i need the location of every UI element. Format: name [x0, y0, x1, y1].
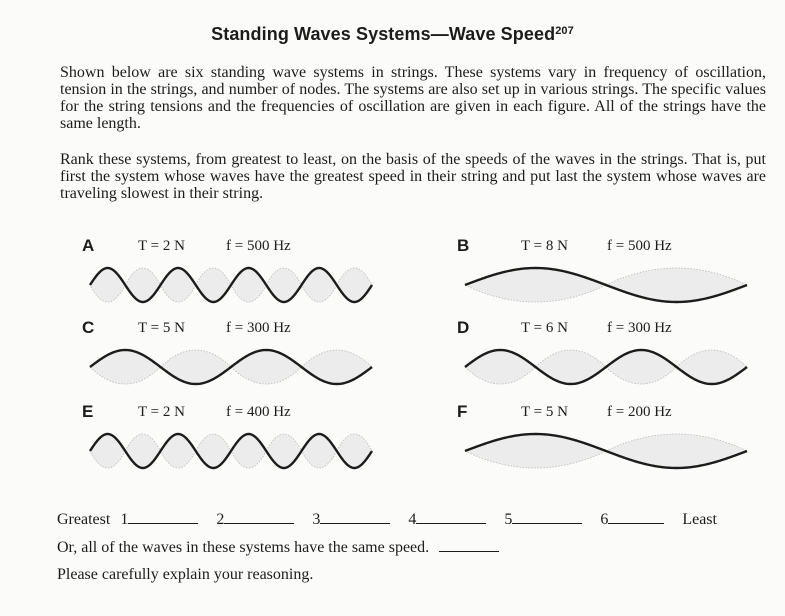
system-frequency: f = 200 Hz [607, 404, 672, 420]
system-a-panel [82, 236, 402, 316]
system-tension: T = 8 N [521, 238, 568, 254]
same-speed-blank[interactable] [439, 538, 499, 552]
same-speed-line [57, 538, 499, 557]
wave-envelope-lobe [90, 350, 161, 384]
wave-envelope-lobe [302, 268, 337, 302]
wave-envelope-lobe [465, 350, 536, 384]
system-tension: T = 2 N [138, 404, 185, 420]
wave-envelope-lobe [125, 434, 160, 468]
system-letter: D [457, 318, 470, 337]
system-b-panel [457, 236, 777, 316]
least-label: Least [682, 511, 717, 528]
rank-number: 6 [600, 511, 609, 528]
rank-blank[interactable] [224, 510, 294, 524]
system-letter: E [82, 402, 94, 421]
wave-envelope-lobe [196, 434, 231, 468]
wave-envelope-lobe [337, 434, 372, 468]
wave-envelope-lobe [266, 268, 301, 302]
system-c-panel [82, 318, 402, 398]
rank-blank[interactable] [512, 510, 582, 524]
wave-envelope-lobe [231, 350, 302, 384]
system-letter: F [457, 402, 468, 421]
system-frequency: f = 500 Hz [226, 238, 291, 254]
wave-envelope-lobe [606, 268, 747, 302]
system-frequency: f = 300 Hz [607, 320, 672, 336]
wave-envelope-lobe [266, 434, 301, 468]
explain-prompt: Please carefully explain your reasoning. [57, 566, 314, 583]
system-letter: A [82, 236, 95, 255]
wave-envelope-lobe [465, 268, 606, 302]
same-speed-text: Or, all of the waves in these systems have the same speed. [57, 539, 430, 556]
rank-blank[interactable] [416, 510, 486, 524]
system-tension: T = 2 N [138, 238, 185, 254]
ranking-answer-row [57, 510, 717, 529]
page-number: 207 [555, 25, 574, 37]
system-f-panel [457, 402, 777, 482]
standing-wave-diagram [82, 424, 382, 478]
rank-number: 2 [216, 511, 225, 528]
page-title [0, 24, 785, 45]
title-text: Standing Waves Systems—Wave Speed [211, 24, 556, 44]
greatest-label: Greatest [57, 511, 111, 528]
wave-envelope-lobe [677, 350, 748, 384]
standing-wave-diagram [457, 340, 757, 394]
wave-envelope-lobe [465, 434, 606, 468]
standing-wave-diagram [82, 258, 382, 312]
system-tension: T = 6 N [521, 320, 568, 336]
rank-blank[interactable] [608, 510, 664, 524]
system-frequency: f = 500 Hz [607, 238, 672, 254]
standing-wave-diagram [82, 340, 382, 394]
wave-envelope-lobe [125, 268, 160, 302]
wave-envelope-lobe [90, 268, 125, 302]
system-frequency: f = 400 Hz [226, 404, 291, 420]
system-tension: T = 5 N [521, 404, 568, 420]
intro-paragraph: Shown below are six standing wave systems in strings. These systems vary in frequency of oscillation, tension in the strings, and number of nodes. The systems are also set up in various strings. The specific values for the string tensions and the frequencies of oscillation are given in each figure. All of the strings have the same length. [60, 64, 766, 132]
system-e-panel [82, 402, 402, 482]
wave-envelope-lobe [161, 268, 196, 302]
wave-envelope-lobe [196, 268, 231, 302]
standing-wave-diagram [457, 258, 757, 312]
standing-wave-diagram [457, 424, 757, 478]
system-letter: B [457, 236, 470, 255]
wave-envelope-lobe [302, 350, 373, 384]
wave-envelope-lobe [606, 434, 747, 468]
instruction-paragraph: Rank these systems, from greatest to least, on the basis of the speeds of the waves in the strings. That is, put first the system whose waves have the greatest speed in their string and put last the system whose waves are traveling slowest in their string. [60, 151, 766, 202]
system-letter: C [82, 318, 95, 337]
system-frequency: f = 300 Hz [226, 320, 291, 336]
wave-envelope-lobe [606, 350, 677, 384]
rank-blank[interactable] [128, 510, 198, 524]
wave-envelope-lobe [90, 434, 125, 468]
wave-envelope-lobe [161, 350, 232, 384]
rank-number: 4 [408, 511, 417, 528]
rank-number: 1 [120, 511, 129, 528]
rank-blank[interactable] [320, 510, 390, 524]
system-d-panel [457, 318, 777, 398]
wave-envelope-lobe [231, 268, 266, 302]
rank-number: 3 [312, 511, 321, 528]
wave-envelope-lobe [161, 434, 196, 468]
wave-envelope-lobe [302, 434, 337, 468]
system-tension: T = 5 N [138, 320, 185, 336]
wave-envelope-lobe [536, 350, 607, 384]
wave-envelope-lobe [231, 434, 266, 468]
rank-number: 5 [504, 511, 513, 528]
wave-envelope-lobe [337, 268, 372, 302]
